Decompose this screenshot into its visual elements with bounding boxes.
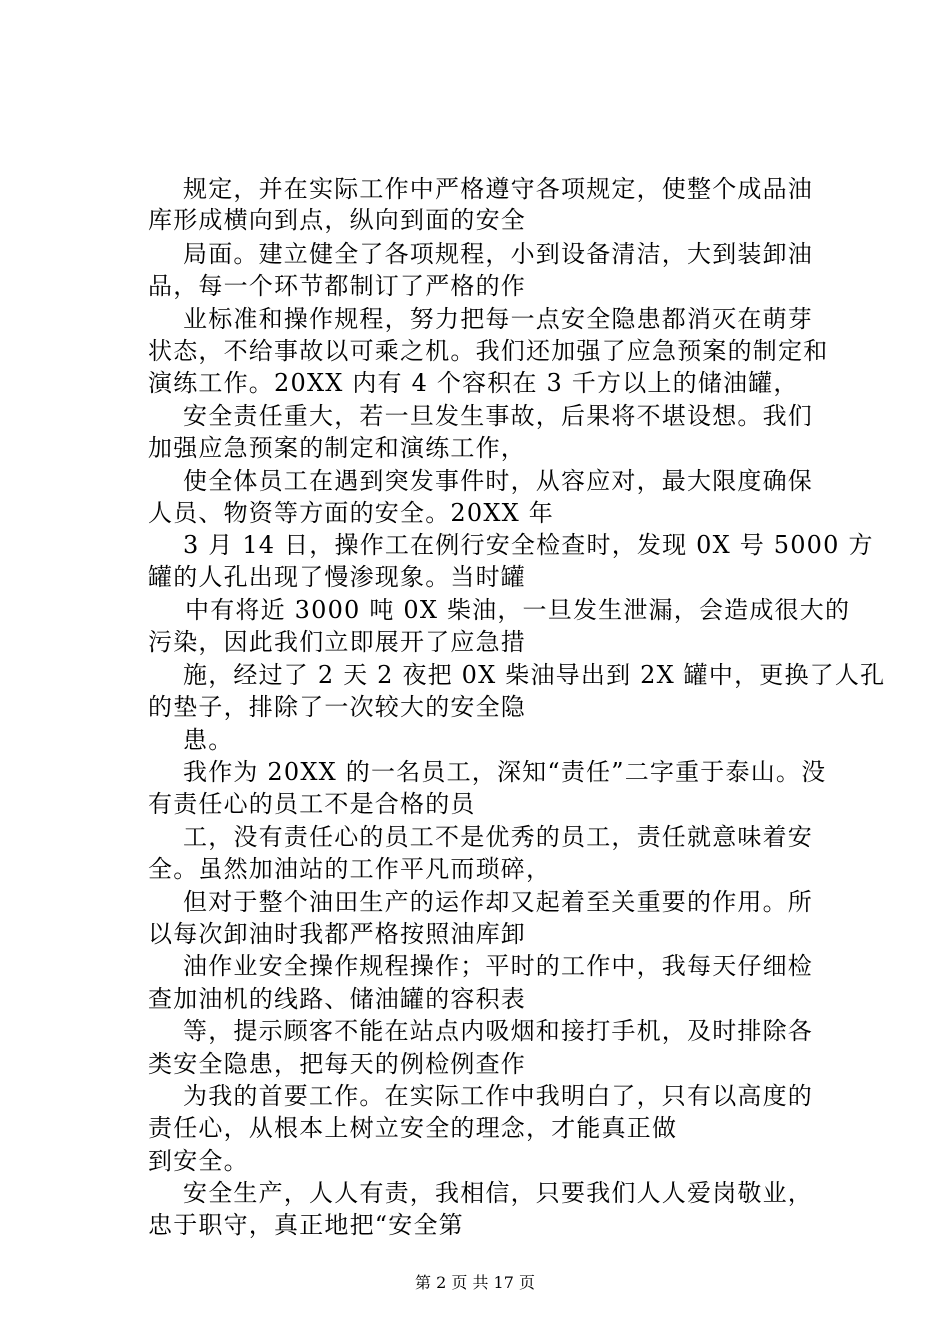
text-line: 库形成横向到点，纵向到面的安全 xyxy=(148,206,526,234)
text-line: 施，经过了 2 天 2 夜把 0X 柴油导出到 2X 罐中，更换了人孔 xyxy=(183,661,886,689)
text-line: 使全体员工在遇到突发事件时，从容应对，最大限度确保 xyxy=(183,467,813,495)
text-line: 局面。建立健全了各项规程，小到设备清洁，大到装卸油 xyxy=(183,240,813,268)
text-line: 等，提示顾客不能在站点内吸烟和接打手机，及时排除各 xyxy=(183,1017,813,1045)
text-line: 中有将近 3000 吨 0X 柴油，一旦发生泄漏，会造成很大的 xyxy=(185,596,851,624)
text-line: 业标准和操作规程，努力把每一点安全隐患都消灭在萌芽 xyxy=(183,305,813,333)
text-line: 工，没有责任心的员工不是优秀的员工，责任就意味着安 xyxy=(183,823,813,851)
text-line: 到安全。 xyxy=(148,1147,249,1175)
text-line: 人员、物资等方面的安全。20XX 年 xyxy=(148,499,554,527)
text-line: 加强应急预案的制定和演练工作， xyxy=(148,434,526,462)
page-number-footer: 第 2 页 共 17 页 xyxy=(415,1273,535,1292)
text-line: 的垫子，排除了一次较大的安全隐 xyxy=(148,693,526,721)
text-line: 查加油机的线路、储油罐的容积表 xyxy=(148,985,526,1013)
text-line: 品，每一个环节都制订了严格的作 xyxy=(148,272,526,300)
text-line: 患。 xyxy=(183,726,234,754)
text-line: 类安全隐患，把每天的例检例查作 xyxy=(148,1050,526,1078)
text-line: 油作业安全操作规程操作；平时的工作中，我每天仔细检 xyxy=(183,952,813,980)
text-line: 但对于整个油田生产的运作却又起着至关重要的作用。所 xyxy=(183,888,813,916)
text-line: 有责任心的员工不是合格的员 xyxy=(148,790,476,818)
text-line: 规定，并在实际工作中严格遵守各项规定，使整个成品油 xyxy=(183,175,813,203)
text-line: 安全责任重大，若一旦发生事故，后果将不堪设想。我们 xyxy=(183,402,813,430)
text-line: 忠于职守，真正地把“安全第 xyxy=(148,1211,464,1239)
text-line: 安全生产，人人有责，我相信，只要我们人人爱岗敬业， xyxy=(183,1179,813,1207)
text-line: 罐的人孔出现了慢渗现象。当时罐 xyxy=(148,563,526,591)
text-line: 为我的首要工作。在实际工作中我明白了，只有以高度的 xyxy=(183,1082,813,1110)
text-line: 3 月 14 日，操作工在例行安全检查时，发现 0X 号 5000 方 xyxy=(183,531,874,559)
text-line: 责任心，从根本上树立安全的理念，才能真正做 xyxy=(148,1114,678,1142)
text-line: 全。虽然加油站的工作平凡而琐碎， xyxy=(148,855,552,883)
text-line: 以每次卸油时我都严格按照油库卸 xyxy=(148,920,526,948)
text-line: 污染，因此我们立即展开了应急措 xyxy=(148,628,526,656)
text-line: 演练工作。20XX 内有 4 个容积在 3 千方以上的储油罐， xyxy=(148,369,799,397)
text-line: 状态，不给事故以可乘之机。我们还加强了应急预案的制定和 xyxy=(148,337,829,365)
text-line: 我作为 20XX 的一名员工，深知“责任”二字重于泰山。没 xyxy=(183,758,827,786)
